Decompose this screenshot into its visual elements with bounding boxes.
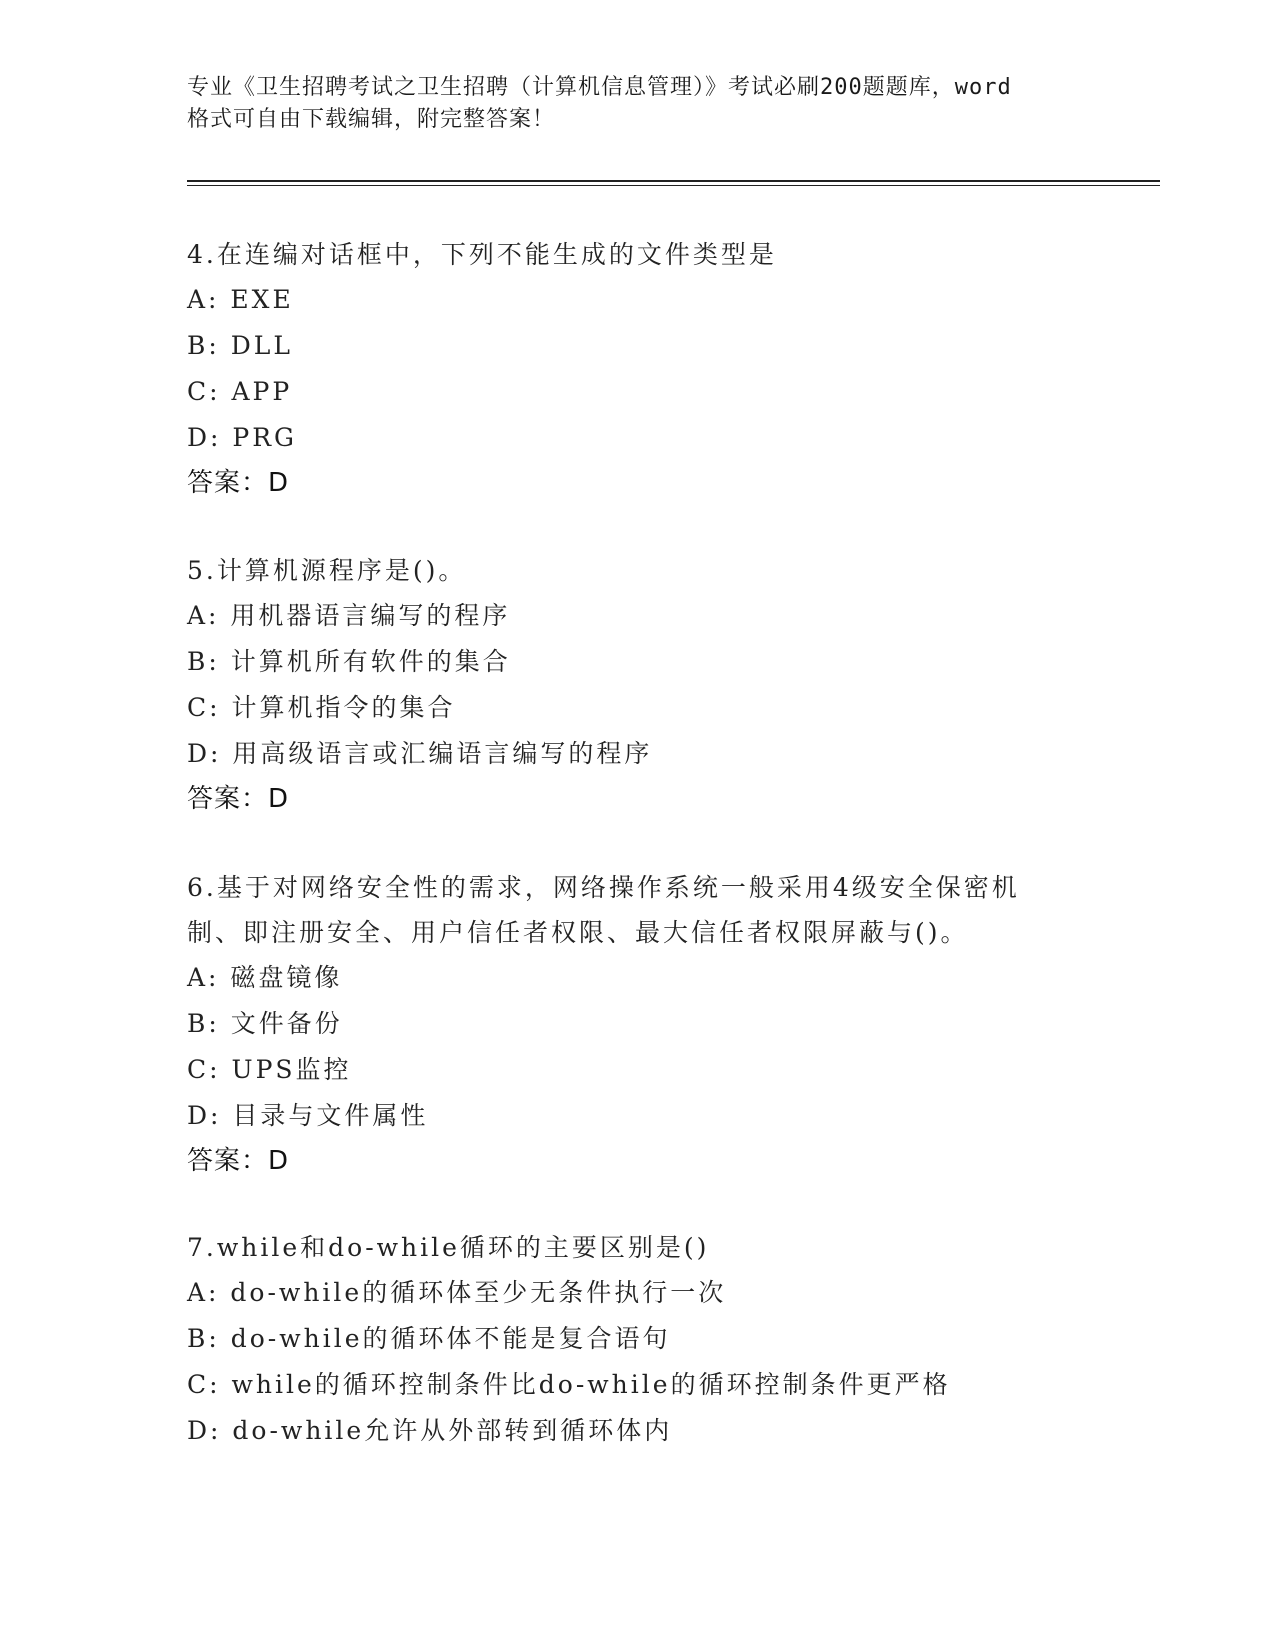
question-stem: 4.在连编对话框中，下列不能生成的文件类型是 xyxy=(187,240,777,269)
question-block xyxy=(187,865,1087,1183)
header-rule-thick xyxy=(187,180,1160,182)
option-b: B: DLL xyxy=(187,331,293,360)
option-a: A: EXE xyxy=(187,285,294,314)
option-d: D: PRG xyxy=(187,423,298,452)
option-d: D: 目录与文件属性 xyxy=(187,1101,429,1130)
answer-line: 答案：D xyxy=(187,784,290,814)
option-b: B: 计算机所有软件的集合 xyxy=(187,647,511,676)
option-d: D: 用高级语言或汇编语言编写的程序 xyxy=(187,739,653,768)
option-c: C: APP xyxy=(187,377,293,406)
option-c: C: UPS监控 xyxy=(187,1055,352,1084)
question-stem: 6.基于对网络安全性的需求，网络操作系统一般采用4级安全保密机制、即注册安全、用户信任者权限、最大信任者权限屏蔽与()。 xyxy=(187,873,1020,947)
option-c: C: 计算机指令的集合 xyxy=(187,693,456,722)
header-rule-thin xyxy=(187,185,1160,186)
question-block xyxy=(187,232,1087,505)
option-c: C: while的循环控制条件比do-while的循环控制条件更严格 xyxy=(187,1370,951,1399)
option-a: A: do-while的循环体至少无条件执行一次 xyxy=(187,1278,727,1307)
answer-line: 答案：D xyxy=(187,1146,290,1176)
header-line-1: 专业《卫生招聘考试之卫生招聘（计算机信息管理）》考试必刷200题题库，word xyxy=(187,75,1012,100)
question-stem: 7.while和do-while循环的主要区别是() xyxy=(187,1233,710,1262)
answer-line: 答案：D xyxy=(187,468,290,498)
option-a: A: 磁盘镜像 xyxy=(187,963,343,992)
question-block xyxy=(187,1225,1087,1454)
question-block xyxy=(187,548,1087,821)
option-a: A: 用机器语言编写的程序 xyxy=(187,601,511,630)
header-line-2: 格式可自由下载编辑，附完整答案！ xyxy=(187,107,556,132)
option-b: B: 文件备份 xyxy=(187,1009,343,1038)
option-b: B: do-while的循环体不能是复合语句 xyxy=(187,1324,671,1353)
option-d: D: do-while允许从外部转到循环体内 xyxy=(187,1416,673,1445)
question-stem: 5.计算机源程序是()。 xyxy=(187,556,467,585)
document-header xyxy=(187,72,1087,136)
